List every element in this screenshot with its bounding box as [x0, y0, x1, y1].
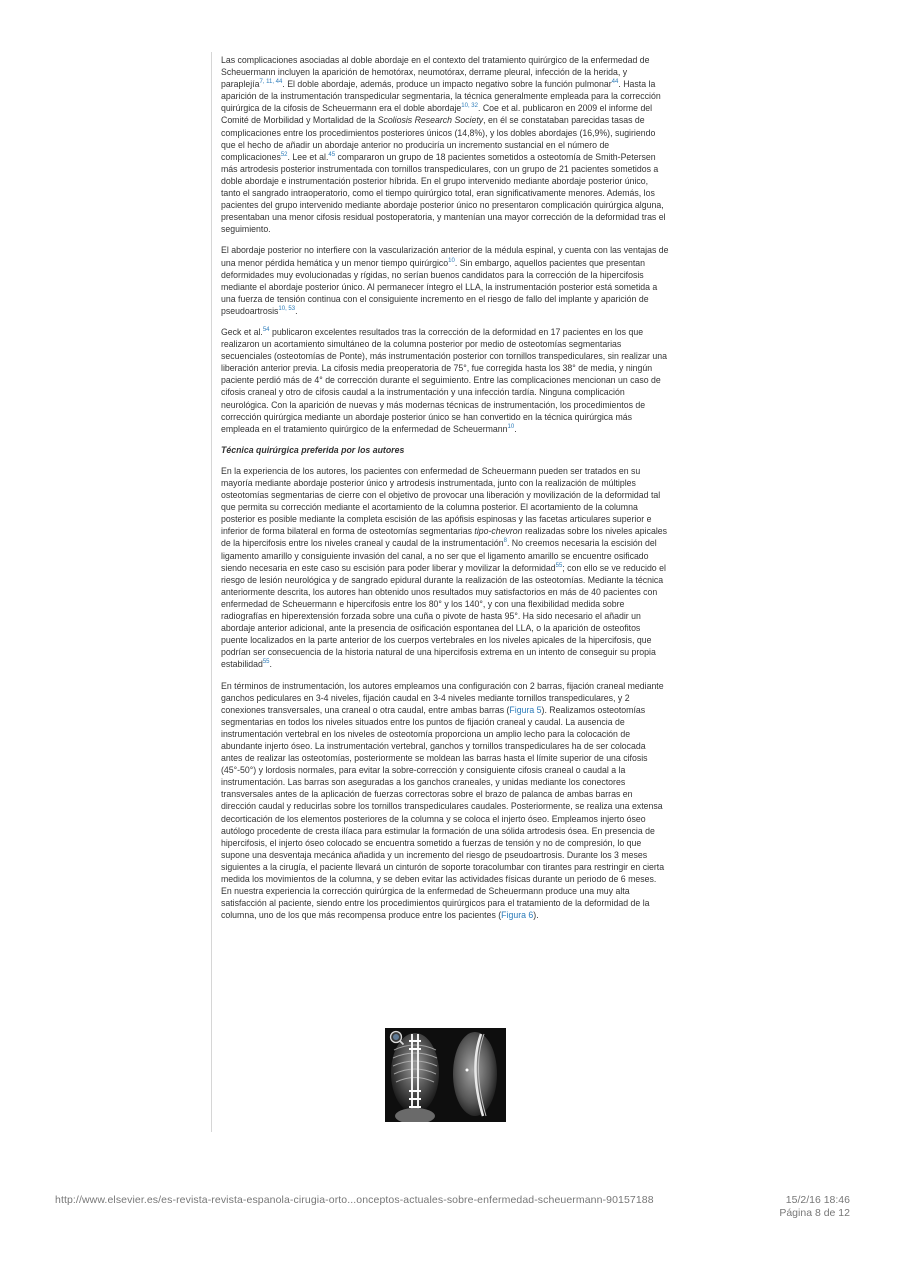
footer-url: http://www.elsevier.es/es-revista-revista-espanola-cirugia-orto...onceptos-actuales-sobre-enfermedad-scheuermann-90157188	[55, 1194, 654, 1206]
paragraph-complications: Las complicaciones asociadas al doble abordaje en el contexto del tratamiento quirúrgico de la enfermedad de Scheuermann incluyen la aparición de hemotórax, neumotórax, derrame pleural, infección de la herida, y paraplejía$^{7, 11, 44}$. El doble abordaje, además, produce un impacto negativo sobre la función pulmonar$^{44}$. Hasta la aparición de la instrumentación transpedicular segmentaria, la técnica generalmente empleada para la corrección quirúrgica de la cifosis de Scheuermann era el doble abordaje$^{10, 32}$. Coe et al. publicaron en 2009 el informe del Comité de Morbilidad y Mortalidad de la Scoliosis Research Society, en él se constataban parecidas tasas de complicaciones entre los procedimientos posteriores únicos (14,8%), y los dobles abordajes (16,9%), sugiriendo que el hecho de añadir un abordaje anterior no produciría un incremento sustancial en el número de complicaciones$^{52}$. Lee et al.$^{45}$ compararon un grupo de 18 pacientes sometidos a osteotomía de Smith-Petersen más artrodesis posterior instrumentada con tornillos transpediculares, con un grupo de 21 pacientes sometidos a doble abordaje e instrumentación posterior híbrida. En el grupo intervenido mediante abordaje posterior único, tanto el sangrado intraoperatorio, como el tiempo quirúrgico total, eran significativamente menores. Además, los pacientes del grupo intervenido mediante abordaje posterior único no presentaron complicación quirúrgica alguna, presentaban una menor cifosis residual postoperatoria, y mantenían una mayor corrección de la deformidad tras el seguimiento.	[221, 55, 666, 235]
figure-6-link[interactable]: Figura 6	[501, 910, 534, 921]
footer-date-page	[779, 1194, 850, 1220]
paragraph-geck: Geck et al.$^{54}$ publicaron excelentes resultados tras la corrección de la deformidad en 17 pacientes en los que realizaron un acortamiento simultáneo de la columna posterior por medio de osteotomías segmentarias secuenciales (osteotomías de Ponte), más instrumentación posterior con tornillos transpediculares, sin realizar una liberación anterior previa. La cifosis media preoperatoria de 75°, fue corregida hasta los 38° de media, y ningún paciente perdió más de 4° de corrección durante el seguimiento. Entre las complicaciones mencionan un caso de cifosis craneal y otro de cifosis caudal a la instrumentación y una infección tardía. Ninguna complicación neurológica. Con la aparición de nuevas y más modernas técnicas de instrumentación, los procedimientos de corrección quirúrgica mediante un abordaje posterior único se han convertido en la técnica quirúrgica más empleada en el tratamiento quirúrgico de la enfermedad de Scheuermann$^{10}$.	[221, 326, 667, 434]
citation-link[interactable]: 7, 11, 44	[259, 79, 283, 86]
figure-5-link[interactable]: Figura 5	[509, 704, 542, 715]
left-margin-rule	[211, 52, 212, 1132]
paragraph-authors-technique: En la experiencia de los autores, los pacientes con enfermedad de Scheuermann pueden ser tratados en su mayoría mediante abordaje posterior único y artrodesis instrumentada, junto con la realización de múltiples osteotomías segmentarias de cierre con el objetivo de provocar una liberación y movilización de la deformidad tal que permita su corrección mediante el acortamiento de la columna posterior. El acortamiento de la columna posterior es posible mediante la completa escisión de las apófisis espinosas y las facetas articulares superior e inferior de forma bilateral en forma de osteotomías segmentarias tipo-chevron realizadas sobre los niveles apicales de la hipercifosis entre los niveles craneal y caudal de la instrumentación$^8$. No creemos necesaria la escisión del ligamento amarillo y consiguiente invasión del canal, a no ser que el ligamento amarillo se encuentre osificado siendo necesaria en este caso su escisión para poder liberar y movilizar la deformidad$^{55}$; con ello se ve reducido el riesgo de lesión neurológica y de sangrado epidural durante la realización de las osteotomías. Mediante la técnica anteriormente descrita, los autores han obtenido unos resultados muy satisfactorios en más de 40 pacientes con enfermedad de Scheuermann e hipercifosis entre los 80° y los 140°, y con una flexibilidad medida sobre radiografías en hiperextensión forzada sobre una cuña o pivote de hasta 95°. Ha sido necesario el añadir un abordaje anterior adicional, ante la presencia de osificación espontanea del LLA, o la aparición de osteofitos puente localizados en la parte anterior de los cuerpos vertebrales en los niveles apicales de la hipercifosis, que podrían ser consecuencia de la historia natural de una hipercifosis extrema en un intento de conseguir su propia estabilidad$^{55}$.	[221, 465, 667, 670]
citation-link[interactable]: 10, 53	[278, 305, 296, 312]
figure-xray-thumbnail[interactable]	[385, 1028, 506, 1122]
citation-link[interactable]: 44	[611, 79, 619, 86]
citation-link[interactable]: 52	[280, 151, 288, 158]
citation-link[interactable]: 55	[555, 562, 563, 569]
citation-link[interactable]: 45	[328, 151, 336, 158]
citation-link[interactable]: 10	[507, 423, 515, 430]
citation-link[interactable]: 54	[262, 326, 270, 333]
xray-lateral-view	[453, 1032, 497, 1116]
citation-link[interactable]: 10, 32	[461, 103, 478, 110]
footer-page-number: Página 8 de 12	[779, 1207, 850, 1219]
footer-timestamp: 15/2/16 18:46	[785, 1194, 850, 1206]
section-subheading: Técnica quirúrgica preferida por los autores	[221, 444, 405, 455]
citation-link[interactable]: 10	[448, 257, 455, 264]
article-body	[221, 54, 669, 930]
citation-link[interactable]: 55	[262, 659, 270, 666]
paragraph-instrumentation: En términos de instrumentación, los autores empleamos una configuración con 2 barras, fijación craneal mediante ganchos pediculares en 3-4 niveles, fijación caudal en 3-4 niveles mediante tornillos transpediculares, y 2 conexiones transversales, una craneal o otra caudal, entre ambas barras (Figura 5). Realizamos osteotomías segmentarias en todos los niveles situados entre los puntos de fijación craneal y caudal. La ausencia de instrumentación vertebral en los niveles de osteotomía proporciona un amplio lecho para la colocación de abundante injerto óseo. La instrumentación vertebral, ganchos y tornillos transpediculares ha de ser colocada antes de realizar las osteotomías, posteriormente se moldean las barras hasta el límite superior de una cifosis (45°-50°) y lordosis normales, para evitar la sobre-corrección y consiguiente cifosis craneal o caudal a la instrumentación. Las barras son aseguradas a los ganchos craneales, y unidas mediante los conectores transversales antes de la aplicación de fuerzas correctoras sobre el brazo de palanca de ambas barras en dirección caudal y reducirlas sobre los tornillos transpediculares caudales. Posteriormente, se realiza una extensa decorticación de los elementos posteriores de la columna y se coloca el injerto óseo. Empleamos injerto óseo autólogo procedente de cresta ilíaca para estimular la formación de una sólida artrodesis ósea. En presencia de hipercifosis, el injerto óseo colocado se encuentra sometido a fuerzas de tensión y no de compresión, lo que supone una desventaja mecánica añadida y un incremento del riesgo de pseudoartrosis. Durante los 3 meses siguientes a la cirugía, el paciente llevará un cinturón de soporte toracolumbar con tirantes para restringir en cierta medida los movimientos de la columna, y se deben evitar las actividades físicas durante un periodo de 6 meses. En nuestra experiencia la corrección quirúrgica de la enfermedad de Scheuermann produce una muy alta satisfacción al paciente, siendo entre los procedimientos quirúrgicos para el tratamiento de la deformidad de la columna, uno de los que más recompensa produce entre los pacientes (Figura 6).	[221, 680, 665, 921]
citation-link[interactable]: 8	[503, 538, 507, 545]
paragraph-posterior-approach: El abordaje posterior no interfiere con la vascularización anterior de la médula espinal, y cuenta con las ventajas de una menor pérdida hemática y un menor tiempo quirúrgico$^{10}$. Sin embargo, aquellos pacientes que presentan deformidades muy evolucionadas y rígidas, no serían buenos candidatos para la corrección de la hipercifosis mediante el abordaje posterior único. Al permanecer íntegro el LLA, la instrumentación posterior está sometida a una fuerza de tensión continua con el consiguiente incremento en el riesgo de fallo del implante y aparición de pseudoartrosis$^{10, 53}$.	[221, 245, 669, 316]
